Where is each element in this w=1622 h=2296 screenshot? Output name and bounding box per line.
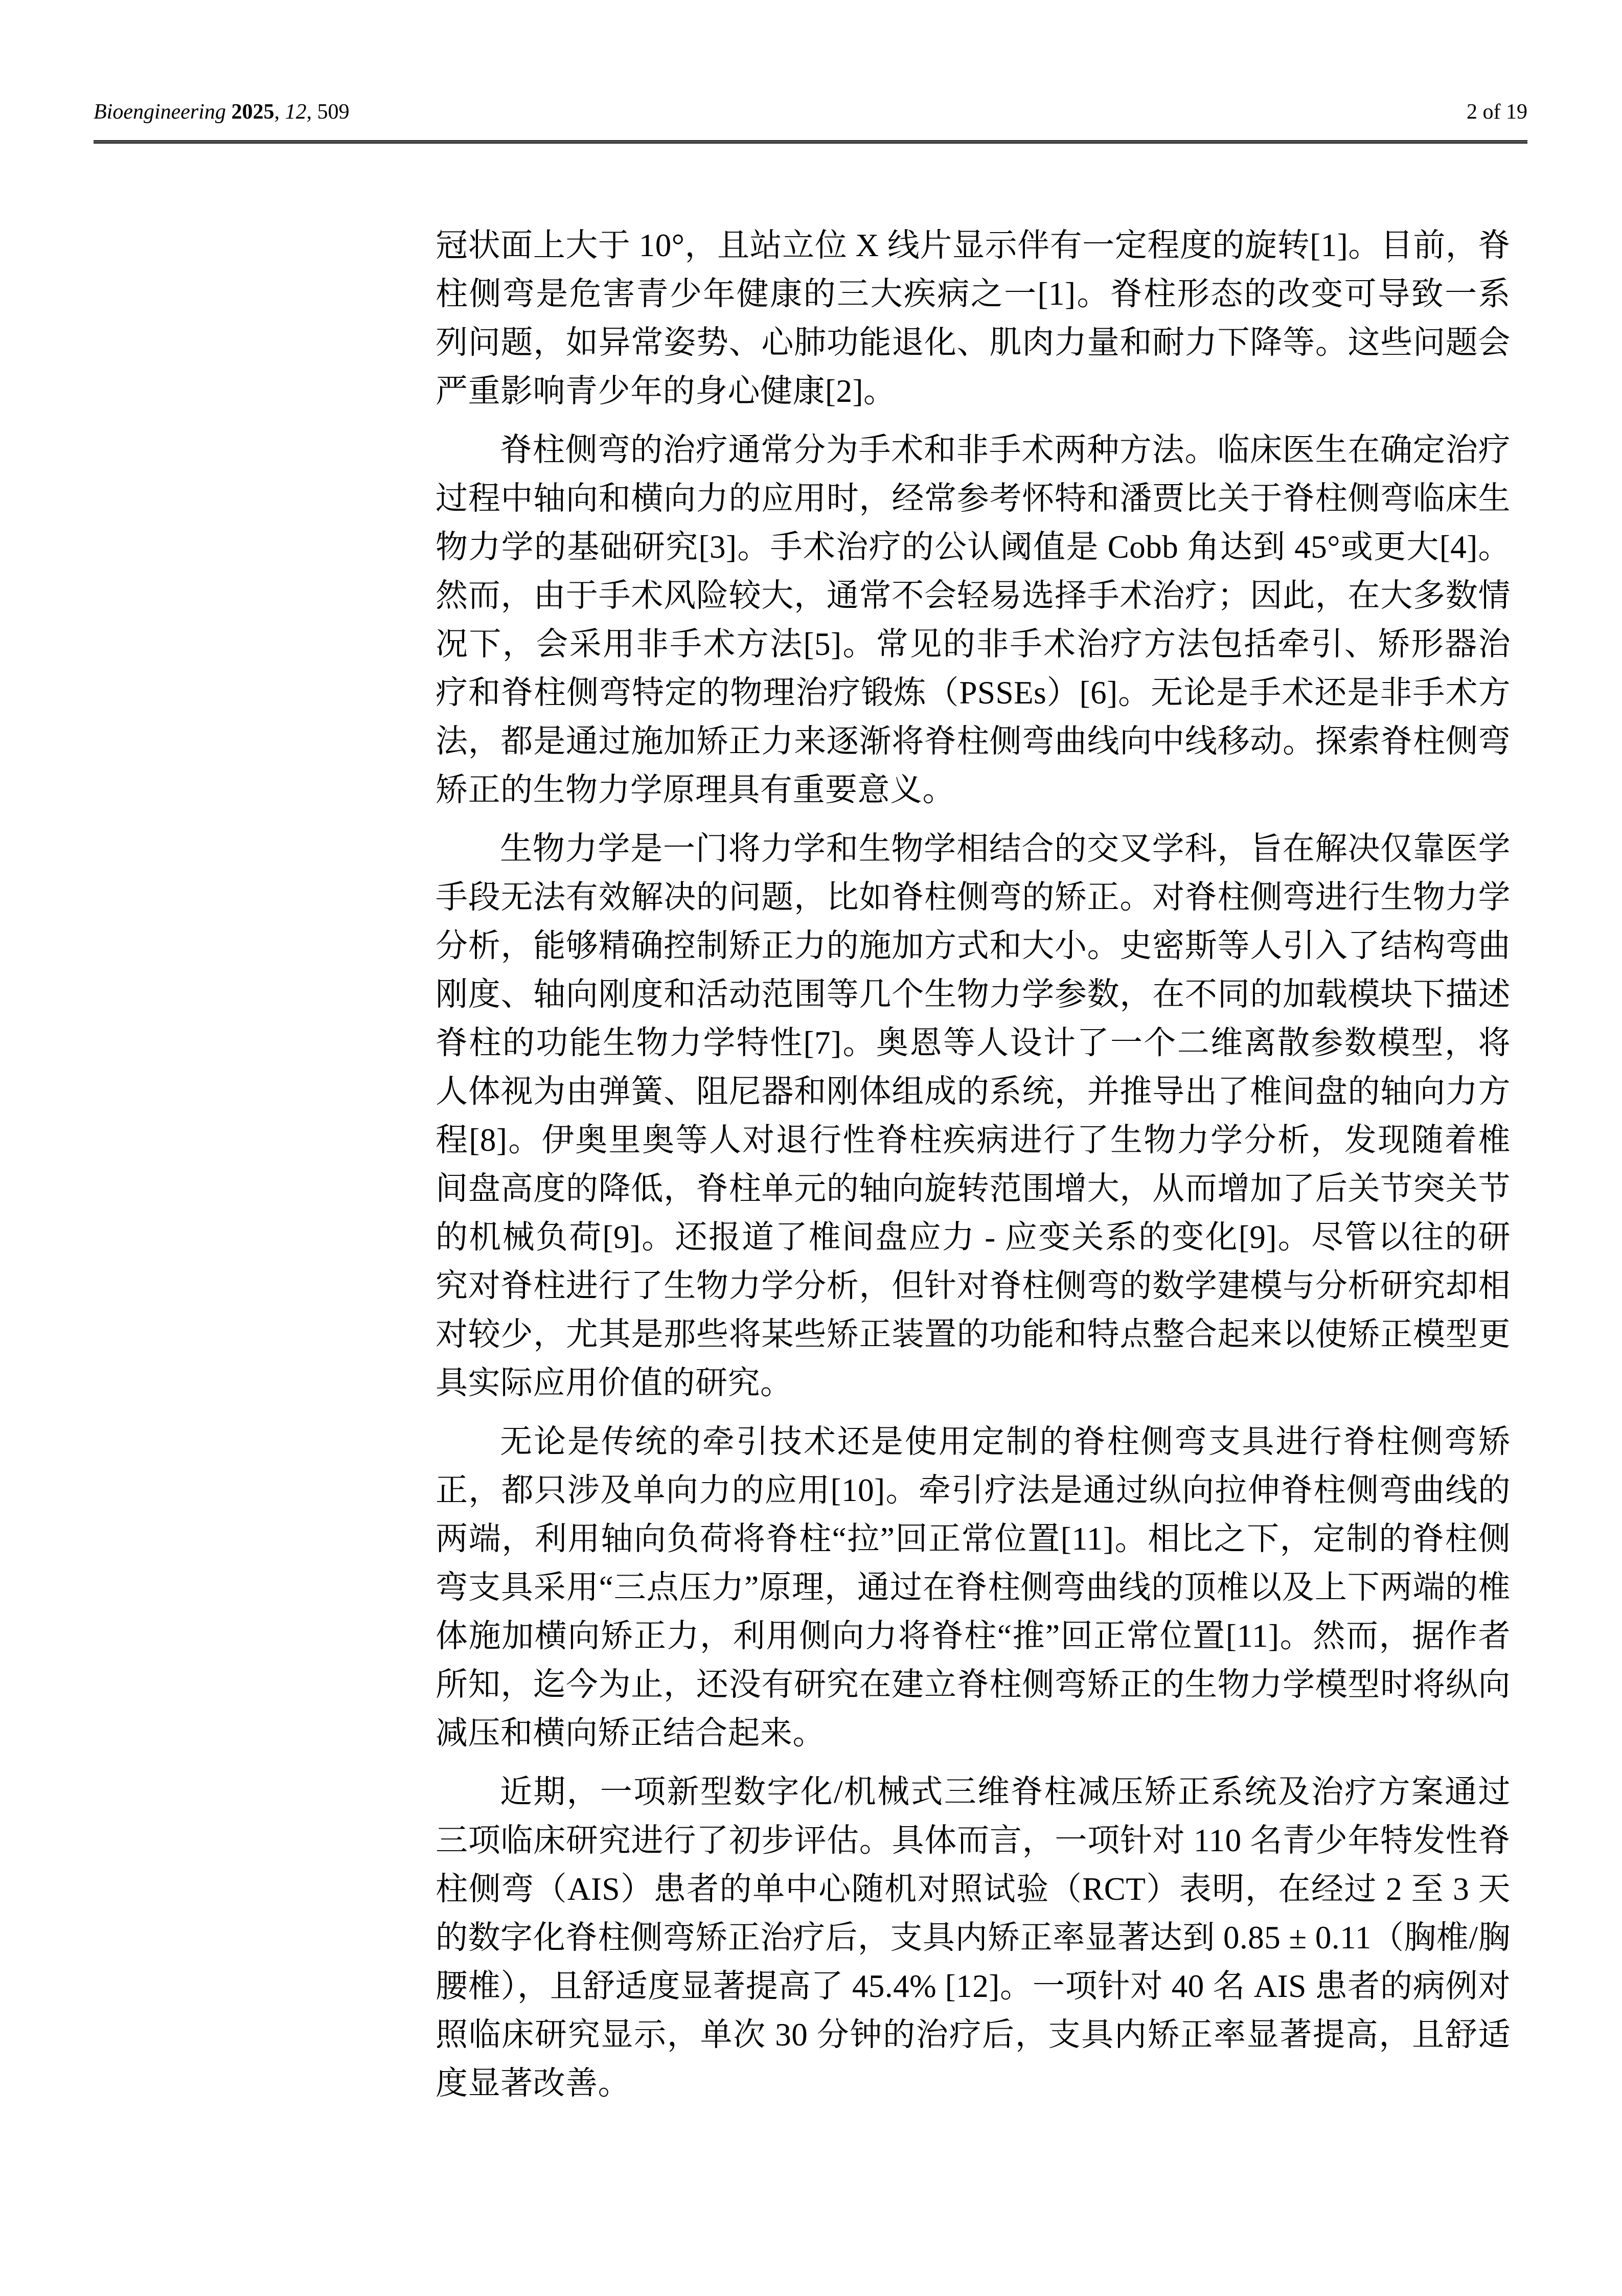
citation-part: , 509 (306, 100, 350, 124)
paragraph: 冠状面上大于 10°，且站立位 X 线片显示伴有一定程度的旋转[1]。目前，脊柱侧弯是危害青少年健康的三大疾病之一[1]。脊柱形态的改变可导致一系列问题，如异常姿势、心肺功能退化、肌肉力量和耐力下降等。这些问题会严重影响青少年的身心健康[2]。 (436, 228, 1511, 409)
page-header (94, 99, 1527, 125)
citation-part: , (274, 100, 285, 124)
paragraph: 生物力学是一门将力学和生物学相结合的交叉学科，旨在解决仅靠医学手段无法有效解决的问题，比如脊柱侧弯的矫正。对脊柱侧弯进行生物力学分析，能够精确控制矫正力的施加方式和大小。史密斯等人引入了结构弯曲刚度、轴向刚度和活动范围等几个生物力学参数，在不同的加载模块下描述脊柱的功能生物力学特性[7]。奥恩等人设计了一个二维离散参数模型，将人体视为由弹簧、阻尼器和刚体组成的系统，并推导出了椎间盘的轴向力方程[8]。伊奥里奥等人对退行性脊柱疾病进行了生物力学分析，发现随着椎间盘高度的降低，脊柱单元的轴向旋转范围增大，从而增加了后关节突关节的机械负荷[9]。还报道了椎间盘应力 - 应变关系的变化[9]。尽管以往的研究对脊柱进行了生物力学分析，但针对脊柱侧弯的数学建模与分析研究却相对较少，尤其是那些将某些矫正装置的功能和特点整合起来以使矫正模型更具实际应用价值的研究。 (436, 831, 1511, 1401)
journal-citation (94, 99, 349, 125)
page-number: 2 of 19 (1467, 100, 1527, 124)
paragraph: 脊柱侧弯的治疗通常分为手术和非手术两种方法。临床医生在确定治疗过程中轴向和横向力的应用时，经常参考怀特和潘贾比关于脊柱侧弯临床生物力学的基础研究[3]。手术治疗的公认阈值是 Cobb 角达到 45°或更大[4]。然而，由于手术风险较大，通常不会轻易选择手术治疗；因此，在大多数情况下，会采用非手术方法[5]。常见的非手术治疗方法包括牵引、矫形器治疗和脊柱侧弯特定的物理治疗锻炼（PSSEs）[6]。无论是手术还是非手术方法，都是通过施加矫正力来逐渐将脊柱侧弯曲线向中线移动。探索脊柱侧弯矫正的生物力学原理具有重要意义。 (436, 432, 1511, 808)
article-body (436, 221, 1511, 2118)
citation-part: 2025 (231, 100, 275, 124)
paragraph: 近期，一项新型数字化/机械式三维脊柱减压矫正系统及治疗方案通过三项临床研究进行了初步评估。具体而言，一项针对 110 名青少年特发性脊柱侧弯（AIS）患者的单中心随机对照试验（RCT）表明，在经过 2 至 3 天的数字化脊柱侧弯矫正治疗后，支具内矫正率显著达到 0.85 ± 0.11（胸椎/胸腰椎），且舒适度显著提高了 45.4% [12]。一项针对 40 名 AIS 患者的病例对照临床研究显示，单次 30 分钟的治疗后，支具内矫正率显著提高，且舒适度显著改善。 (436, 1774, 1511, 2101)
paragraph: 无论是传统的牵引技术还是使用定制的脊柱侧弯支具进行脊柱侧弯矫正，都只涉及单向力的应用[10]。牵引疗法是通过纵向拉伸脊柱侧弯曲线的两端，利用轴向负荷将脊柱“拉”回正常位置[11]。相比之下，定制的脊柱侧弯支具采用“三点压力”原理，通过在脊柱侧弯曲线的顶椎以及上下两端的椎体施加横向矫正力，利用侧向力将脊柱“推”回正常位置[11]。然而，据作者所知，迄今为止，还没有研究在建立脊柱侧弯矫正的生物力学模型时将纵向减压和横向矫正结合起来。 (436, 1424, 1511, 1751)
citation-part: Bioengineering (94, 100, 226, 124)
citation-part: 12 (285, 100, 307, 124)
header-rule (94, 140, 1527, 144)
citation-part (226, 100, 232, 124)
